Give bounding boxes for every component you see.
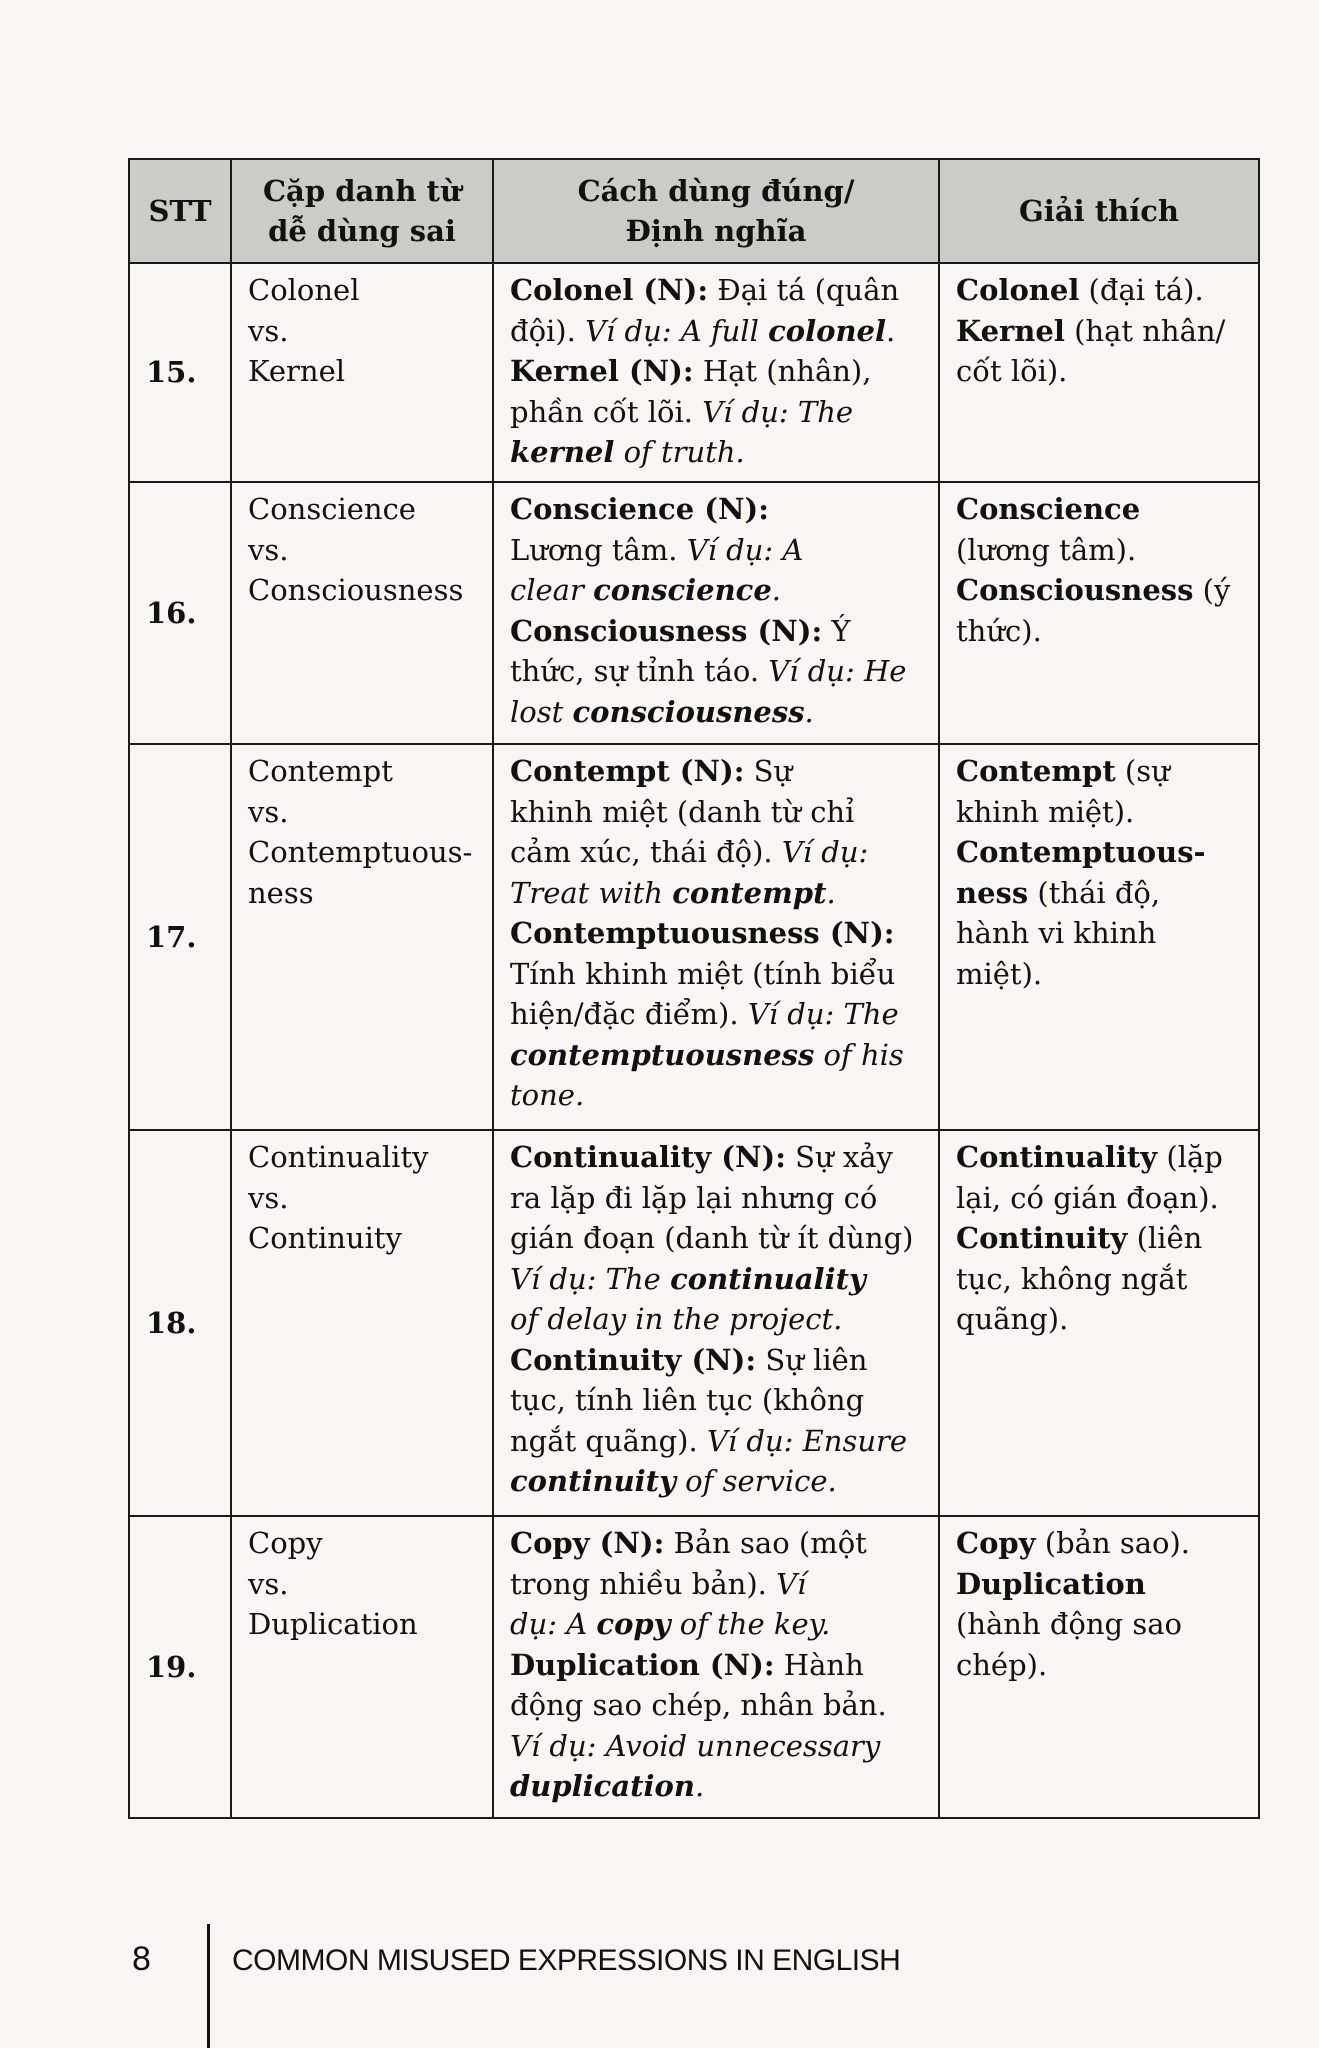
explain-cell-line [956, 792, 1242, 833]
header-explain: Giải thích [939, 159, 1259, 263]
text-segment: . [804, 694, 814, 729]
text-segment: (lương tâm). [956, 532, 1137, 567]
explain-cell-line [956, 1299, 1242, 1340]
usage-cell-line [510, 570, 922, 611]
text-segment: Kernel (N): [510, 354, 694, 388]
text-segment: Ví dụ: A full [585, 313, 769, 348]
usage-cell-line [510, 1523, 922, 1564]
noun-pair-line: Kernel [248, 354, 346, 388]
text-segment: (hành động sao [956, 1607, 1182, 1641]
text-segment: chép). [956, 1647, 1048, 1682]
usage-cell-line [510, 1421, 922, 1462]
text-segment: clear [510, 573, 594, 607]
usage-cell-line [510, 1645, 922, 1686]
text-segment: lost [510, 694, 573, 729]
usage-cell-line [510, 1035, 922, 1076]
usage-cell-line [510, 954, 922, 995]
explain-cell-line [956, 832, 1242, 873]
usage-cell-line [510, 392, 922, 433]
text-segment: khinh miệt (danh từ chỉ [510, 794, 855, 829]
text-segment: Continuity (N): [510, 1342, 757, 1377]
text-segment: Copy (N): [510, 1526, 665, 1560]
usage-cell [493, 482, 939, 744]
noun-pair-line: Duplication [248, 1607, 418, 1641]
noun-pair-cell [231, 482, 493, 744]
explain-cell-line [956, 1645, 1242, 1686]
explain-cell-line [956, 751, 1242, 792]
text-segment: Đại tá (quân [708, 273, 900, 307]
explain-cell-line [956, 1259, 1242, 1300]
text-segment: of his [814, 1037, 904, 1072]
noun-pair-cell [231, 1130, 493, 1516]
text-segment: Hành [774, 1647, 864, 1682]
text-segment: hành vi khinh [956, 916, 1157, 950]
text-segment: Ví dụ: The [510, 1261, 671, 1296]
usage-cell-line [510, 651, 922, 692]
noun-pair-line: Continuity [248, 1221, 402, 1255]
table-row [129, 1516, 1259, 1818]
header-usage-line: Cách dùng đúng/ [577, 174, 855, 208]
row-number: 18. [129, 1130, 231, 1516]
noun-pair-line: Colonel [248, 273, 360, 307]
usage-cell-line [510, 1380, 922, 1421]
noun-pair-line: Copy [248, 1526, 323, 1560]
noun-pair-line: vs. [248, 1180, 289, 1215]
text-segment: Colonel (N): [510, 273, 709, 307]
explain-cell-line [956, 570, 1242, 611]
noun-pair-line: ness [248, 875, 314, 910]
noun-pair-cell [231, 1516, 493, 1818]
header-usage-line: Định nghĩa [625, 214, 807, 248]
noun-pair-line: Continuality [248, 1140, 429, 1174]
table-row [129, 1130, 1259, 1516]
usage-cell-line [510, 1299, 922, 1340]
text-segment: ra lặp đi lặp lại nhưng có [510, 1180, 878, 1215]
text-segment: cốt lõi). [956, 354, 1068, 388]
explain-cell [939, 1516, 1259, 1818]
text-segment: contempt [672, 875, 827, 910]
text-segment: (bản sao). [1035, 1526, 1191, 1560]
usage-cell-line [510, 432, 922, 473]
text-segment: . [694, 1769, 705, 1803]
text-segment: Sự liên [756, 1342, 868, 1377]
text-segment: Treat with [510, 875, 673, 910]
usage-cell-line [510, 1340, 922, 1381]
text-segment: Contempt (N): [510, 754, 745, 788]
explain-cell-line [956, 530, 1242, 571]
usage-cell-line [510, 611, 922, 652]
text-segment: (ý [1193, 573, 1231, 607]
text-segment: . [771, 573, 782, 607]
text-segment: Ví dụ: The [747, 997, 899, 1031]
usage-cell [493, 263, 939, 482]
row-number: 15. [129, 263, 231, 482]
footer-divider [207, 1924, 210, 2048]
text-segment: of service. [675, 1464, 837, 1498]
text-segment: Ý [822, 613, 851, 648]
text-segment: Consciousness (N): [510, 613, 823, 648]
usage-cell-line [510, 1461, 922, 1502]
usage-cell-line [510, 1564, 922, 1605]
text-segment: phần cốt lõi. [510, 394, 703, 429]
text-segment: (sự [1115, 754, 1170, 788]
text-segment: (hạt nhân/ [1064, 313, 1226, 348]
header-pair [231, 159, 493, 263]
text-segment: miệt). [956, 956, 1043, 991]
usage-cell [493, 744, 939, 1130]
text-segment: khinh miệt). [956, 794, 1135, 829]
text-segment: Ví dụ: He [768, 654, 907, 688]
explain-cell-line [956, 611, 1242, 652]
noun-pair-line: Consciousness [248, 573, 464, 607]
table-row [129, 263, 1259, 482]
row-number: 16. [129, 482, 231, 744]
text-segment: Continuality (N): [510, 1140, 786, 1174]
text-segment: hiện/đặc điểm). [510, 997, 748, 1031]
usage-cell-line [510, 1685, 922, 1726]
text-segment: Contempt [956, 754, 1116, 788]
text-segment: Sự xảy [785, 1140, 893, 1174]
explain-cell [939, 1130, 1259, 1516]
text-segment: gián đoạn (danh từ ít dùng) [510, 1221, 914, 1255]
usage-cell-line [510, 1075, 922, 1116]
table-body [129, 263, 1259, 1818]
usage-cell-line [510, 913, 922, 954]
explain-cell [939, 482, 1259, 744]
text-segment: ness [956, 875, 1029, 910]
text-segment: Consciousness [956, 573, 1194, 607]
text-segment: Lương tâm. [510, 532, 687, 567]
text-segment: Ví dụ: Ensure [706, 1423, 908, 1458]
text-segment: Ví dụ: The [702, 394, 854, 429]
usage-cell-line [510, 351, 922, 392]
text-segment: Sự [744, 754, 793, 788]
usage-cell [493, 1516, 939, 1818]
text-segment: (đại tá). [1079, 273, 1204, 307]
text-segment: Duplication [956, 1566, 1146, 1601]
text-segment: Duplication (N): [510, 1647, 775, 1682]
text-segment: đội). [510, 313, 586, 348]
text-segment: ngắt quãng). [510, 1423, 707, 1458]
usage-cell-line [510, 530, 922, 571]
text-segment: Conscience [956, 492, 1141, 526]
text-segment: . [826, 875, 836, 910]
text-segment: tục, không ngắt [956, 1261, 1188, 1296]
text-segment: of truth. [614, 435, 745, 469]
noun-pair-line: Contempt [248, 754, 393, 788]
noun-pair-cell [231, 744, 493, 1130]
text-segment: tục, tính liên tục (không [510, 1383, 865, 1417]
text-segment: Continuality [956, 1140, 1158, 1174]
usage-cell-line [510, 1604, 922, 1645]
header-stt: STT [129, 159, 231, 263]
text-segment: (lặp [1157, 1140, 1223, 1174]
noun-pair-cell [231, 263, 493, 482]
usage-cell-line [510, 751, 922, 792]
explain-cell-line [956, 311, 1242, 352]
explain-cell-line [956, 1218, 1242, 1259]
usage-cell-line [510, 1726, 922, 1767]
usage-cell-line [510, 994, 922, 1035]
text-segment: continuity [510, 1464, 676, 1498]
usage-table [128, 158, 1260, 1819]
text-segment: thức). [956, 613, 1042, 648]
book-title: COMMON MISUSED EXPRESSIONS IN ENGLISH [232, 1944, 901, 1977]
usage-cell-line [510, 270, 922, 311]
explain-cell-line [956, 1178, 1242, 1219]
text-segment: copy [596, 1607, 671, 1641]
text-segment: duplication [510, 1769, 695, 1803]
explain-cell-line [956, 1604, 1242, 1645]
explain-cell-line [956, 489, 1242, 530]
explain-cell-line [956, 1564, 1242, 1605]
usage-cell-line [510, 832, 922, 873]
text-segment: Copy [956, 1526, 1036, 1560]
explain-cell-line [956, 1523, 1242, 1564]
text-segment: continuality [670, 1261, 866, 1296]
usage-cell-line [510, 1178, 922, 1219]
explain-cell-line [956, 873, 1242, 914]
header-pair-line: Cặp danh từ [262, 174, 462, 208]
noun-pair-line: Contemptuous- [248, 835, 473, 869]
text-segment: Kernel [956, 313, 1065, 348]
text-segment: Colonel [956, 273, 1080, 307]
explain-cell [939, 263, 1259, 482]
text-segment: Ví dụ: [781, 835, 869, 869]
text-segment: quãng). [956, 1302, 1069, 1336]
explain-cell-line [956, 1137, 1242, 1178]
text-segment: cảm xúc, thái độ). [510, 835, 782, 869]
row-number: 17. [129, 744, 231, 1130]
text-segment: Tính khinh miệt (tính biểu [510, 956, 896, 991]
usage-cell-line [510, 873, 922, 914]
noun-pair-line: Conscience [248, 492, 416, 526]
text-segment: (thái độ, [1028, 875, 1161, 910]
usage-cell-line [510, 1218, 922, 1259]
text-segment: Conscience (N): [510, 492, 769, 526]
text-segment: lại, có gián đoạn). [956, 1180, 1219, 1215]
row-number: 19. [129, 1516, 231, 1818]
text-segment: contemptuousness [510, 1037, 815, 1072]
text-segment: consciousness [572, 694, 805, 729]
table-header [129, 159, 1259, 263]
text-segment: tone. [510, 1078, 585, 1112]
explain-cell-line [956, 954, 1242, 995]
text-segment: trong nhiều bản). [510, 1566, 777, 1601]
usage-cell-line [510, 1766, 922, 1807]
text-segment: conscience [593, 573, 772, 607]
text-segment: thức, sự tỉnh táo. [510, 654, 769, 688]
usage-cell-line [510, 1137, 922, 1178]
text-segment: Hạt (nhân), [693, 354, 872, 388]
explain-cell-line [956, 351, 1242, 392]
text-segment: Ví dụ: Avoid unnecessary [510, 1728, 881, 1763]
usage-cell [493, 1130, 939, 1516]
table-row [129, 744, 1259, 1130]
usage-cell-line [510, 692, 922, 733]
explain-cell-line [956, 270, 1242, 311]
text-segment: . [886, 313, 896, 348]
text-segment: Contemptuous- [956, 835, 1206, 869]
noun-pair-line: vs. [248, 532, 289, 567]
text-segment: colonel [768, 313, 886, 348]
text-segment: Ví dụ: A [686, 532, 804, 567]
explain-cell-line [956, 913, 1242, 954]
usage-cell-line [510, 1259, 922, 1300]
text-segment: of the key. [670, 1607, 831, 1641]
usage-cell-line [510, 489, 922, 530]
text-segment: động sao chép, nhân bản. [510, 1688, 887, 1722]
noun-pair-line: vs. [248, 794, 289, 829]
explain-cell [939, 744, 1259, 1130]
text-segment: dụ: A [510, 1607, 597, 1641]
header-pair-line: dễ dùng sai [268, 214, 456, 248]
text-segment: of delay in the project. [510, 1302, 843, 1336]
text-segment: kernel [510, 435, 615, 469]
text-segment: Bản sao (một [664, 1526, 867, 1560]
text-segment: Contemptuousness (N): [510, 916, 895, 950]
noun-pair-line: vs. [248, 313, 289, 348]
noun-pair-line: vs. [248, 1566, 289, 1601]
text-segment: (liên [1127, 1221, 1203, 1255]
usage-cell-line [510, 792, 922, 833]
table-row [129, 482, 1259, 744]
text-segment: Continuity [956, 1221, 1128, 1255]
header-usage [493, 159, 939, 263]
page-number: 8 [132, 1940, 151, 1978]
text-segment: Ví [776, 1566, 807, 1601]
usage-cell-line [510, 311, 922, 352]
